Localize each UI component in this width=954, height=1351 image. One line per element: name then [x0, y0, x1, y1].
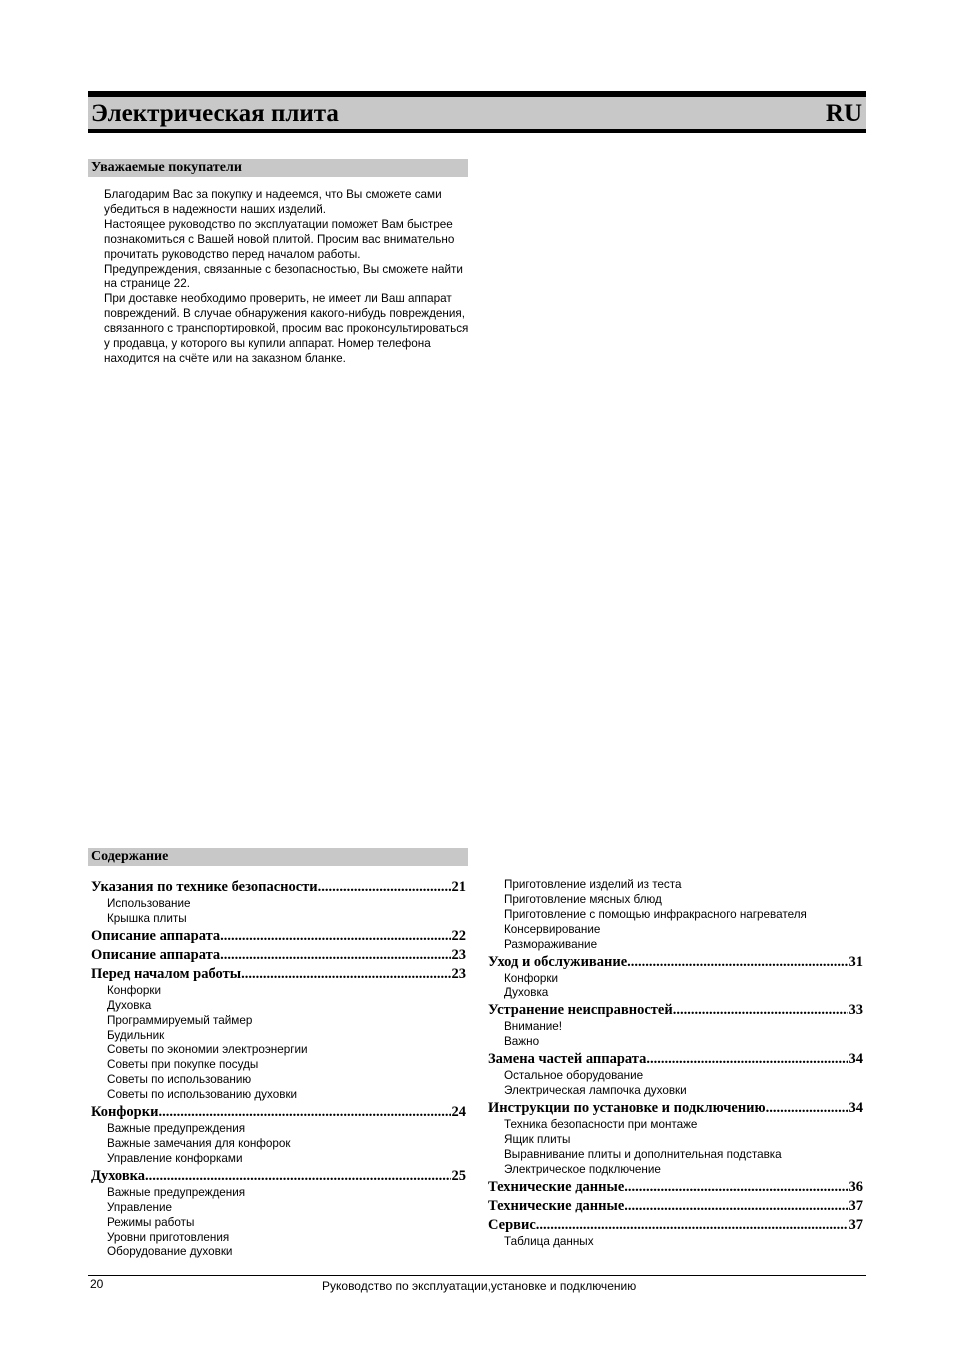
toc-subentry: Электрическое подключение — [504, 1162, 661, 1176]
toc-left-column — [91, 878, 466, 1260]
intro-heading: Уважаемые покупатели — [88, 159, 468, 177]
toc-entry — [91, 927, 466, 946]
toc-subentry: Электрическая лампочка духовки — [504, 1084, 687, 1098]
toc-subentry: Выравнивание плиты и дополнительная подставка — [504, 1147, 782, 1161]
intro-paragraph: При доставке необходимо проверить, не имеет ли Ваш аппарат повреждений. В случае обнаружения какого-нибудь повреждения, связанного с транспортировкой, просим вас проконсультироваться у продавца, у которого вы купили аппарат. Номер телефона находится на счёте или на заказном бланке. — [104, 292, 469, 365]
toc-entry-title: Устранение неисправностей — [488, 1002, 673, 1019]
toc-entry-page: 21 — [451, 879, 466, 895]
toc-right-column — [488, 878, 863, 1250]
toc-subentry: Консервирование — [504, 922, 601, 936]
toc-leader-dots — [624, 1197, 847, 1216]
toc-subentry: Важно — [504, 1035, 540, 1049]
toc-entry-page: 25 — [451, 1167, 466, 1184]
toc-subentry: Советы по экономии электроэнергии — [107, 1043, 308, 1057]
intro-paragraph: Настоящее руководство по эксплуатации поможет Вам быстрее познакомиться с Вашей новой плитой. Просим вас внимательно прочитать руководство перед началом работы. — [104, 217, 455, 261]
toc-entry-title: Конфорки — [91, 1104, 159, 1121]
toc-entry — [488, 1216, 863, 1235]
toc-entry-title: Описание аппарата — [91, 946, 221, 963]
toc-leader-dots — [158, 1103, 450, 1122]
footer-page-number: 20 — [90, 1277, 104, 1291]
toc-subentry: Техника безопасности при монтаже — [504, 1117, 698, 1131]
toc-entry-page: 31 — [848, 953, 863, 970]
toc-subentry: Советы по использованию духовки — [107, 1088, 298, 1102]
toc-subentry: Управление — [107, 1200, 172, 1214]
toc-subentry: Духовка — [504, 986, 549, 1000]
toc-entry-title: Замена частей аппарата — [488, 1051, 647, 1068]
toc-subentry: Приготовление с помощью инфракрасного нагревателя — [504, 907, 807, 921]
toc-heading: Содержание — [88, 848, 468, 866]
toc-entry-title: Технические данные — [488, 1178, 625, 1195]
toc-subentry: Ящик плиты — [504, 1132, 571, 1146]
toc-subentry: Советы по использованию — [107, 1073, 252, 1087]
toc-entry — [91, 965, 466, 984]
toc-entry-page: 24 — [451, 1104, 466, 1121]
toc-entry — [91, 946, 466, 965]
toc-entry-title: Сервис — [488, 1216, 536, 1233]
toc-subentry: Программируемый таймер — [107, 1013, 253, 1027]
toc-entry-title: Технические данные — [488, 1197, 625, 1214]
toc-leader-dots — [627, 953, 847, 972]
toc-leader-dots — [673, 1001, 848, 1020]
title-bar — [88, 91, 866, 133]
toc-entry-page: 34 — [848, 1051, 863, 1068]
toc-entry-page: 34 — [848, 1099, 863, 1116]
footer-text: Руководство по эксплуатации,установке и подключению — [322, 1279, 637, 1293]
toc-leader-dots — [220, 927, 450, 946]
toc-subentry: Крышка плиты — [107, 911, 187, 925]
intro-paragraph: Благодарим Вас за покупку и надеемся, что Вы сможете сами убедиться в надежности наших изделий. — [104, 188, 442, 216]
toc-subentry: Режимы работы — [107, 1215, 195, 1229]
toc-subentry: Конфорки — [107, 983, 162, 997]
toc-leader-dots — [220, 946, 450, 965]
toc-subentry: Советы при покупке посуды — [107, 1058, 259, 1072]
toc-subentry: Остальное оборудование — [504, 1069, 644, 1083]
toc-subentry: Конфорки — [504, 971, 559, 985]
toc-entry-page: 23 — [451, 965, 466, 982]
intro-text — [104, 188, 474, 367]
toc-subentry: Управление конфорками — [107, 1151, 243, 1165]
toc-entry-title: Инструкции по установке и подключению — [488, 1099, 766, 1116]
toc-entry — [488, 1197, 863, 1216]
toc-subentry: Приготовление изделий из теста — [504, 878, 682, 891]
toc-subentry: Важные предупреждения — [107, 1122, 246, 1136]
toc-entry-page: 37 — [848, 1216, 863, 1233]
toc-entry-page: 23 — [451, 946, 466, 963]
toc-entry-title: Указания по технике безопасности — [91, 879, 318, 895]
toc-leader-dots — [646, 1050, 847, 1069]
toc-entry-title: Перед началом работы — [91, 965, 242, 982]
toc-subentry: Таблица данных — [504, 1234, 594, 1248]
toc-entry-page: 22 — [451, 927, 466, 944]
toc-leader-dots — [624, 1178, 847, 1197]
toc-leader-dots — [766, 1099, 848, 1118]
toc-entry-title: Духовка — [91, 1167, 146, 1184]
toc-leader-dots — [536, 1216, 848, 1235]
toc-leader-dots — [318, 878, 451, 897]
toc-subentry: Важные замечания для конфорок — [107, 1136, 291, 1150]
language-code: RU — [825, 100, 862, 127]
footer-divider — [88, 1275, 866, 1276]
toc-subentry: Будильник — [107, 1028, 165, 1042]
toc-entry — [488, 1178, 863, 1197]
toc-subentry: Использование — [107, 897, 191, 910]
toc-entry — [91, 878, 466, 897]
toc-entry — [488, 1050, 863, 1069]
toc-subentry: Размораживание — [504, 937, 598, 951]
toc-subentry: Уровни приготовления — [107, 1230, 230, 1244]
toc-entry-page: 36 — [848, 1178, 863, 1195]
toc-entry — [488, 1001, 863, 1020]
toc-entry — [91, 1167, 466, 1186]
toc-subentry: Духовка — [107, 998, 152, 1012]
toc-entry — [488, 1099, 863, 1118]
toc-entry-title: Описание аппарата — [91, 927, 221, 944]
toc-subentry: Оборудование духовки — [107, 1245, 233, 1259]
toc-subentry: Внимание! — [504, 1020, 563, 1034]
toc-entry-title: Уход и обслуживание — [488, 953, 628, 970]
toc-entry-page: 33 — [848, 1002, 863, 1019]
toc-entry — [488, 953, 863, 972]
toc-entry-page: 37 — [848, 1197, 863, 1214]
page-title: Электрическая плита — [91, 100, 339, 127]
toc-entry — [91, 1103, 466, 1122]
intro-paragraph: Предупреждения, связанные с безопасностью, Вы сможете найти на странице 22. — [104, 262, 463, 291]
toc-leader-dots — [241, 965, 450, 984]
toc-subentry: Приготовление мясных блюд — [504, 892, 662, 906]
toc-leader-dots — [145, 1167, 450, 1186]
toc-subentry: Важные предупреждения — [107, 1185, 246, 1199]
